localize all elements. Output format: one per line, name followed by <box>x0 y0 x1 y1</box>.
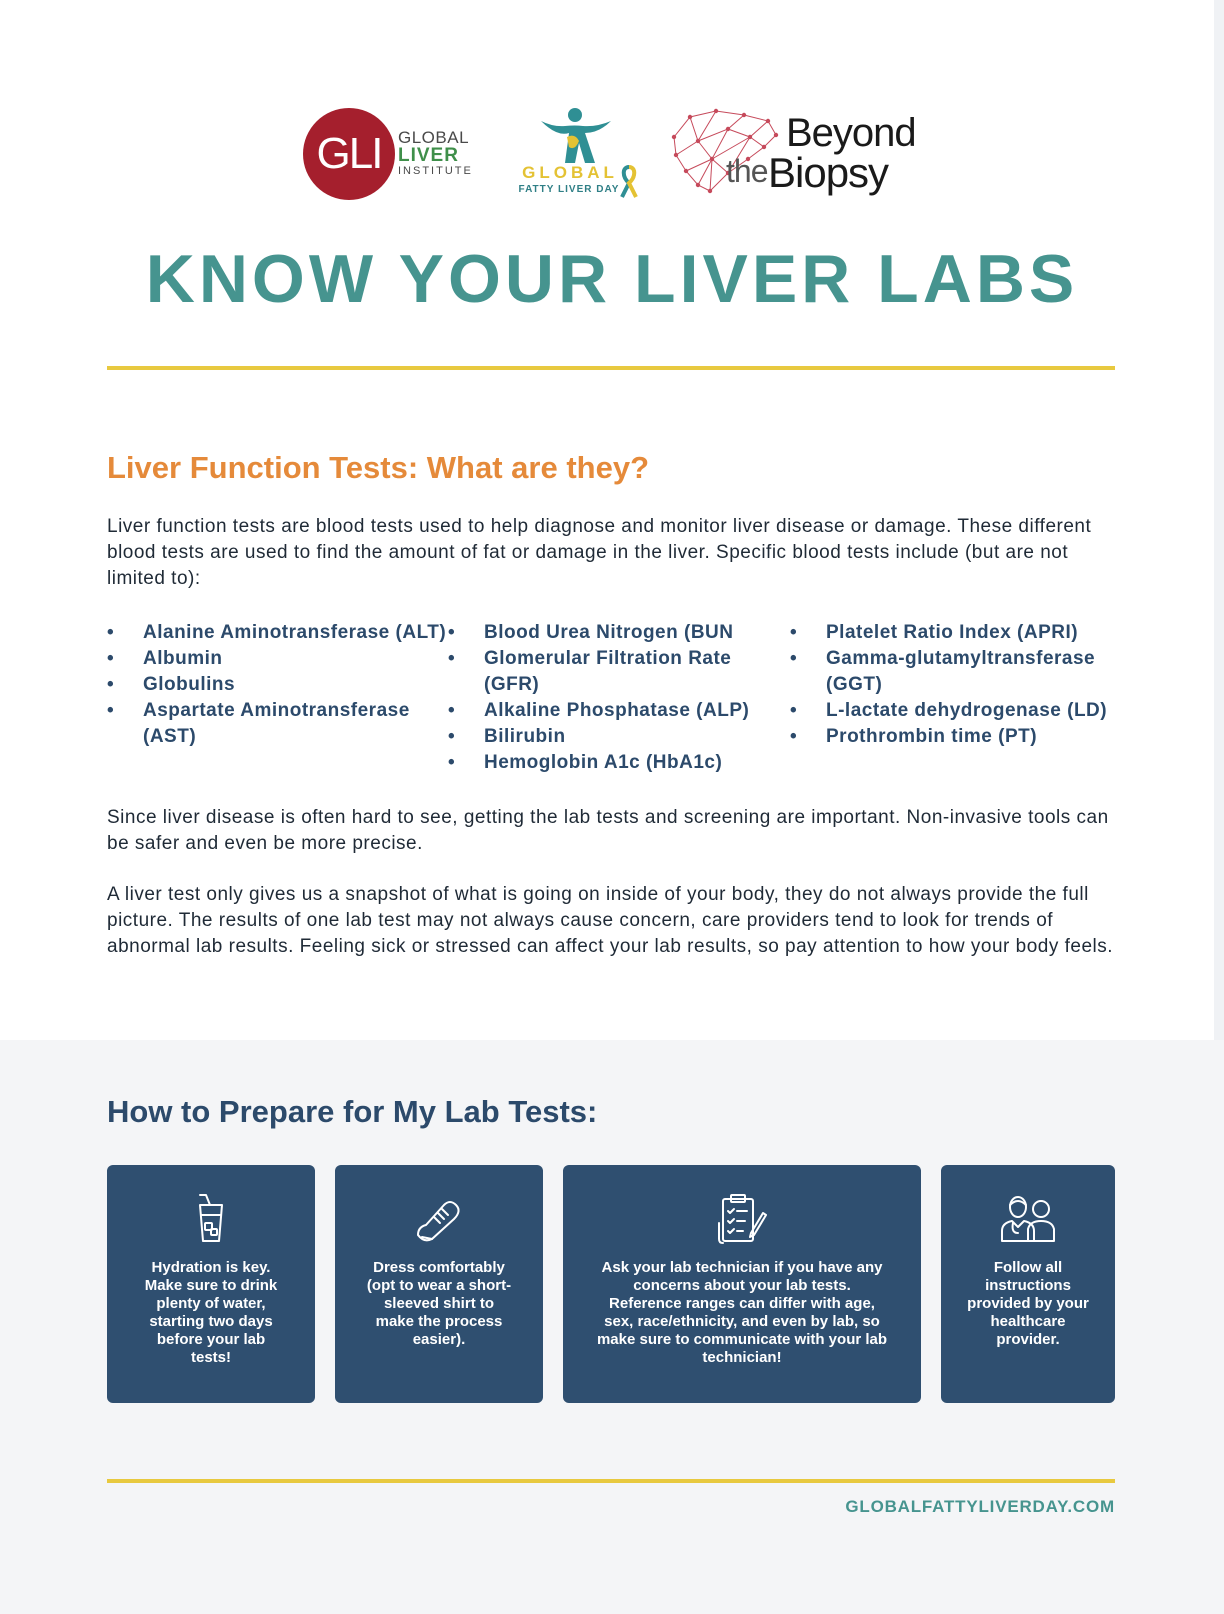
list-item: • Globulins <box>107 674 236 695</box>
person-figure-icon <box>535 107 615 165</box>
list-item: • Glomerular Filtration Rate (GFR) <box>448 648 732 695</box>
list-item: • Blood Urea Nitrogen (BUN <box>448 622 734 643</box>
list-item: • Prothrombin time (PT) <box>790 726 1038 747</box>
gli-mark: GLI <box>303 108 395 200</box>
test-list-column-3 <box>790 620 1120 750</box>
gli-wordmark <box>398 129 473 177</box>
tip-text: Ask your lab technician if you have any concerns about your lab tests. Reference ranges can differ with age, sex, race/ethnicity, and even by lab, so make sure to communicate with your lab technician! <box>596 1259 888 1366</box>
test-list-column-1 <box>107 620 447 750</box>
sneaker-icon <box>414 1193 464 1245</box>
section-heading-lft: Liver Function Tests: What are they? <box>107 450 650 485</box>
website-link[interactable]: GLOBALFATTYLIVERDAY.COM <box>845 1497 1115 1516</box>
tip-text: Follow all instructions provided by your healthcare provider. <box>967 1259 1089 1348</box>
section-heading-prepare: How to Prepare for My Lab Tests: <box>107 1094 598 1129</box>
gli-line3: INSTITUTE <box>398 165 473 177</box>
drink-glass-icon <box>186 1193 236 1245</box>
gfld-line2: FATTY LIVER DAY <box>518 184 620 195</box>
tip-card-follow-instructions <box>941 1165 1115 1403</box>
divider-bottom <box>107 1479 1115 1483</box>
gli-line2: LIVER <box>398 145 459 166</box>
list-item: • L-lactate dehydrogenase (LD) <box>790 700 1108 721</box>
btb-word1: Beyond <box>786 111 916 155</box>
gli-logo <box>300 105 480 200</box>
list-item: • Gamma-glutamyltransferase (GGT) <box>790 648 1096 695</box>
list-item: • Bilirubin <box>448 726 566 747</box>
list-item: • Platelet Ratio Index (APRI) <box>790 622 1079 643</box>
list-item: • Alkaline Phosphatase (ALP) <box>448 700 750 721</box>
beyond-the-biopsy-logo <box>668 105 928 205</box>
tip-card-ask-technician <box>563 1165 921 1403</box>
clipboard-checklist-icon <box>717 1193 767 1245</box>
btb-word2: the <box>726 153 768 189</box>
divider-top <box>107 366 1115 370</box>
list-item: • Alanine Aminotransferase (ALT) <box>107 622 447 643</box>
btb-word3: Biopsy <box>768 149 889 196</box>
gfld-logo <box>505 105 645 205</box>
tip-text: Dress comfortably (opt to wear a short-sleeved shirt to make the process easier). <box>366 1259 512 1348</box>
list-item: • Aspartate Aminotransferase (AST) <box>107 700 410 747</box>
page-title: KNOW YOUR LIVER LABS <box>145 241 1079 317</box>
awareness-ribbon-icon <box>618 165 640 199</box>
gli-line1: GLOBAL <box>398 128 470 147</box>
list-item: • Albumin <box>107 648 223 669</box>
list-item: • Hemoglobin A1c (HbA1c) <box>448 752 723 773</box>
test-list-column-2 <box>448 620 788 776</box>
screening-paragraph: Since liver disease is often hard to see, getting the lab tests and screening are important. Non-invasive tools can be safer and even be more precise. <box>107 807 1109 854</box>
tip-card-dress <box>335 1165 543 1403</box>
tip-text: Hydration is key. Make sure to drink plenty of water, starting two days before your lab tests! <box>144 1259 278 1366</box>
gfld-line1: GLOBAL <box>522 163 618 182</box>
snapshot-paragraph: A liver test only gives us a snapshot of what is going on inside of your body, they do not always provide the full picture. The results of one lab test may not always cause concern, care providers tend to look for trends of abnormal lab results. Feeling sick or stressed can affect your lab results, so pay attention to how your body feels. <box>107 884 1114 957</box>
tip-card-hydration <box>107 1165 315 1403</box>
logo-bar <box>0 105 1224 205</box>
intro-paragraph: Liver function tests are blood tests used to help diagnose and monitor liver disease or damage. These different blood tests are used to find the amount of fat or damage in the liver. Specific blood tests include (but are not limited to): <box>107 516 1092 589</box>
healthcare-provider-icon <box>997 1193 1059 1245</box>
